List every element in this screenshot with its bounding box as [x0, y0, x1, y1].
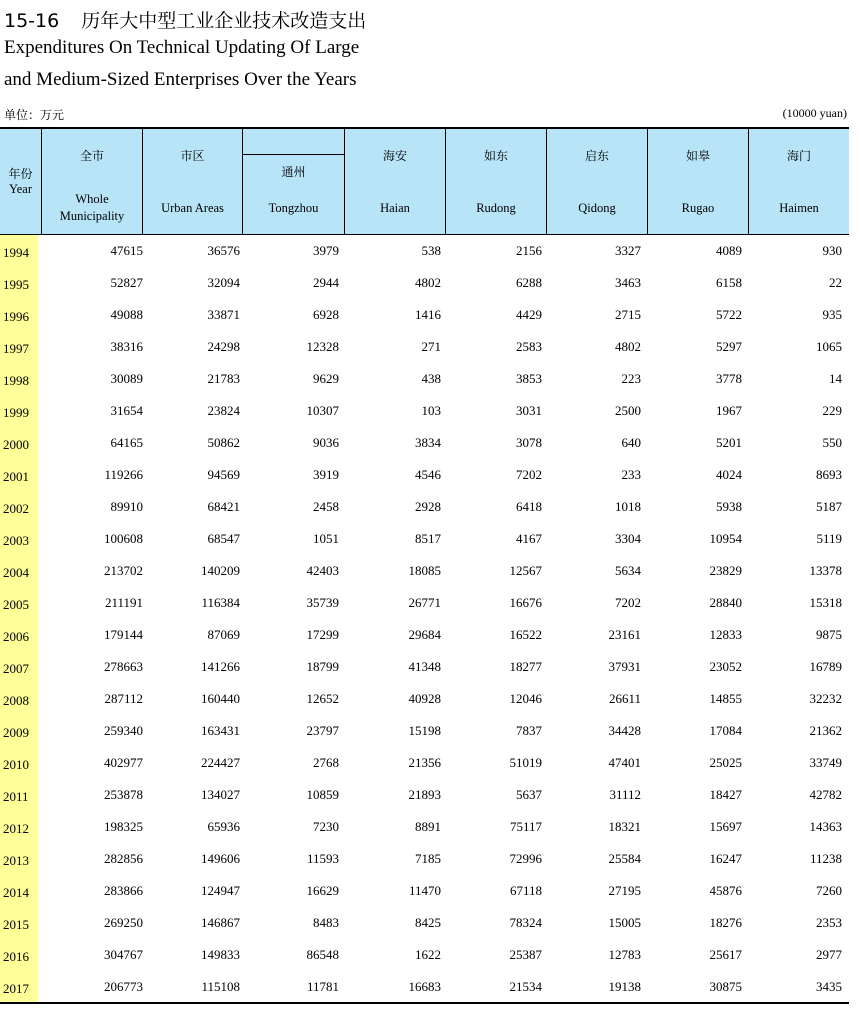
row-year: 1998	[3, 373, 29, 388]
page-title-en-line2: and Medium-Sized Enterprises Over the Years	[4, 69, 357, 90]
header-year	[0, 129, 41, 234]
cell-value: 4167	[516, 531, 542, 546]
cell-value: 33749	[809, 755, 842, 770]
cell-value: 28840	[709, 595, 742, 610]
row-year: 2015	[3, 917, 29, 932]
table-row	[0, 587, 849, 619]
cell-value: 1622	[415, 947, 441, 962]
cell-value: 3078	[516, 435, 542, 450]
header-urban-en: Urban Areas	[161, 201, 224, 215]
cell-value: 23797	[306, 723, 339, 738]
cell-value: 271	[421, 339, 441, 354]
cell-value: 2928	[415, 499, 441, 514]
cell-value: 5634	[615, 563, 641, 578]
table-body	[0, 235, 849, 1003]
cell-value: 18321	[608, 819, 641, 834]
cell-value: 42403	[306, 563, 339, 578]
row-year: 1996	[3, 309, 29, 324]
row-year: 2000	[3, 437, 29, 452]
cell-value: 18799	[306, 659, 339, 674]
header-urban-zh: 市区	[180, 149, 205, 163]
cell-value: 68547	[207, 531, 240, 546]
cell-value: 7260	[816, 883, 842, 898]
table-row	[0, 811, 849, 843]
cell-value: 3327	[615, 243, 641, 258]
cell-value: 11781	[306, 979, 339, 994]
cell-value: 94569	[207, 467, 240, 482]
cell-value: 18085	[408, 563, 441, 578]
table-row	[0, 459, 849, 491]
cell-value: 134027	[201, 787, 240, 802]
cell-value: 8425	[415, 915, 441, 930]
table-row	[0, 779, 849, 811]
table-row	[0, 651, 849, 683]
cell-value: 278663	[104, 659, 143, 674]
cell-value: 24298	[207, 339, 240, 354]
row-year: 2009	[3, 725, 29, 740]
cell-value: 32094	[207, 275, 240, 290]
cell-value: 31654	[110, 403, 143, 418]
cell-value: 8483	[313, 915, 339, 930]
table-header	[0, 127, 849, 235]
cell-value: 233	[621, 467, 641, 482]
cell-value: 23824	[207, 403, 240, 418]
cell-value: 14	[829, 371, 842, 386]
cell-value: 10307	[306, 403, 339, 418]
cell-value: 17299	[306, 627, 339, 642]
cell-value: 5722	[716, 307, 742, 322]
cell-value: 42782	[809, 787, 842, 802]
cell-value: 8891	[415, 819, 441, 834]
cell-value: 29684	[408, 627, 441, 642]
header-haimen-en: Haimen	[779, 201, 819, 215]
cell-value: 6288	[516, 275, 542, 290]
cell-value: 11593	[306, 851, 339, 866]
table-number: 15-16	[4, 10, 60, 32]
cell-value: 2944	[313, 275, 339, 290]
cell-value: 12046	[509, 691, 542, 706]
cell-value: 26771	[408, 595, 441, 610]
table-row	[0, 683, 849, 715]
cell-value: 229	[822, 403, 842, 418]
unit-label-en: (10000 yuan)	[782, 106, 847, 120]
cell-value: 438	[421, 371, 441, 386]
cell-value: 3304	[615, 531, 641, 546]
cell-value: 15005	[608, 915, 641, 930]
header-urban	[142, 129, 242, 234]
table-row	[0, 363, 849, 395]
cell-value: 259340	[104, 723, 143, 738]
cell-value: 2583	[516, 339, 542, 354]
cell-value: 17084	[709, 723, 742, 738]
cell-value: 283866	[104, 883, 143, 898]
cell-value: 11238	[809, 851, 842, 866]
header-haian-en: Haian	[380, 201, 410, 215]
cell-value: 36576	[207, 243, 240, 258]
header-whole-en2: Municipality	[59, 209, 125, 223]
cell-value: 103	[421, 403, 441, 418]
cell-value: 14363	[809, 819, 842, 834]
cell-value: 2500	[615, 403, 641, 418]
row-year: 2004	[3, 565, 29, 580]
cell-value: 30089	[110, 371, 143, 386]
header-year-zh: 年份	[8, 167, 33, 181]
row-year: 2014	[3, 885, 29, 900]
header-qidong-en: Qidong	[578, 201, 616, 215]
header-rugao-en: Rugao	[681, 201, 715, 215]
header-haimen	[748, 129, 849, 234]
cell-value: 51019	[509, 755, 542, 770]
table-row	[0, 491, 849, 523]
cell-value: 22	[829, 275, 842, 290]
row-year: 2012	[3, 821, 29, 836]
row-year: 2016	[3, 949, 29, 964]
cell-value: 1967	[716, 403, 742, 418]
cell-value: 5119	[816, 531, 842, 546]
cell-value: 7202	[615, 595, 641, 610]
cell-value: 160440	[201, 691, 240, 706]
cell-value: 223	[621, 371, 641, 386]
cell-value: 15318	[809, 595, 842, 610]
table-row	[0, 875, 849, 907]
cell-value: 224427	[201, 755, 240, 770]
row-year: 1995	[3, 277, 29, 292]
cell-value: 4024	[716, 467, 742, 482]
cell-value: 1065	[816, 339, 842, 354]
cell-value: 6158	[716, 275, 742, 290]
row-year: 2010	[3, 757, 29, 772]
cell-value: 50862	[207, 435, 240, 450]
cell-value: 18277	[509, 659, 542, 674]
cell-value: 7185	[415, 851, 441, 866]
cell-value: 12567	[509, 563, 542, 578]
row-year: 2003	[3, 533, 29, 548]
cell-value: 12328	[306, 339, 339, 354]
header-tongzhou	[242, 129, 344, 234]
cell-value: 287112	[104, 691, 143, 706]
cell-value: 4802	[415, 275, 441, 290]
row-year: 2007	[3, 661, 29, 676]
cell-value: 16629	[306, 883, 339, 898]
cell-value: 640	[621, 435, 641, 450]
cell-value: 935	[822, 307, 842, 322]
cell-value: 67118	[509, 883, 542, 898]
cell-value: 3463	[615, 275, 641, 290]
cell-value: 5637	[516, 787, 542, 802]
cell-value: 47401	[608, 755, 641, 770]
cell-value: 64165	[110, 435, 143, 450]
cell-value: 3031	[516, 403, 542, 418]
cell-value: 25584	[608, 851, 641, 866]
row-year: 2013	[3, 853, 29, 868]
cell-value: 18276	[709, 915, 742, 930]
cell-value: 930	[822, 243, 842, 258]
cell-value: 179144	[104, 627, 143, 642]
cell-value: 2768	[313, 755, 339, 770]
header-haian-zh: 海安	[382, 149, 407, 163]
cell-value: 7202	[516, 467, 542, 482]
cell-value: 9875	[816, 627, 842, 642]
cell-value: 32232	[809, 691, 842, 706]
cell-value: 5297	[716, 339, 742, 354]
header-year-en: Year	[8, 182, 33, 196]
cell-value: 23829	[709, 563, 742, 578]
cell-value: 124947	[201, 883, 240, 898]
title-zh-text: 历年大中型工业企业技术改造支出	[81, 10, 367, 32]
table-row	[0, 971, 849, 1003]
row-year: 2001	[3, 469, 29, 484]
cell-value: 25025	[709, 755, 742, 770]
table-row	[0, 939, 849, 971]
cell-value: 12783	[608, 947, 641, 962]
cell-value: 7230	[313, 819, 339, 834]
cell-value: 27195	[608, 883, 641, 898]
cell-value: 149833	[201, 947, 240, 962]
cell-value: 19138	[608, 979, 641, 994]
row-year: 1997	[3, 341, 29, 356]
cell-value: 2715	[615, 307, 641, 322]
cell-value: 213702	[104, 563, 143, 578]
cell-value: 2458	[313, 499, 339, 514]
header-whole-en1: Whole	[75, 192, 109, 206]
cell-value: 100608	[104, 531, 143, 546]
cell-value: 40928	[408, 691, 441, 706]
cell-value: 538	[421, 243, 441, 258]
cell-value: 6928	[313, 307, 339, 322]
row-year: 2011	[3, 789, 29, 804]
cell-value: 5187	[816, 499, 842, 514]
table-row	[0, 619, 849, 651]
cell-value: 2156	[516, 243, 542, 258]
cell-value: 14855	[709, 691, 742, 706]
table-row	[0, 427, 849, 459]
cell-value: 149606	[201, 851, 240, 866]
tongzhou-subheader-divider	[242, 154, 344, 155]
cell-value: 116384	[201, 595, 240, 610]
header-rudong	[445, 129, 546, 234]
row-year: 2002	[3, 501, 29, 516]
cell-value: 140209	[201, 563, 240, 578]
cell-value: 4089	[716, 243, 742, 258]
unit-label-zh: 单位：万元	[4, 108, 65, 122]
cell-value: 41348	[408, 659, 441, 674]
cell-value: 37931	[608, 659, 641, 674]
cell-value: 16683	[408, 979, 441, 994]
cell-value: 23161	[608, 627, 641, 642]
cell-value: 16247	[709, 851, 742, 866]
cell-value: 3919	[313, 467, 339, 482]
cell-value: 25617	[709, 947, 742, 962]
cell-value: 16522	[509, 627, 542, 642]
cell-value: 89910	[110, 499, 143, 514]
cell-value: 5938	[716, 499, 742, 514]
cell-value: 206773	[104, 979, 143, 994]
header-rugao-zh: 如皋	[685, 149, 710, 163]
cell-value: 21356	[408, 755, 441, 770]
cell-value: 304767	[104, 947, 143, 962]
header-tongzhou-en: Tongzhou	[268, 201, 319, 215]
cell-value: 49088	[110, 307, 143, 322]
cell-value: 21783	[207, 371, 240, 386]
cell-value: 3979	[313, 243, 339, 258]
cell-value: 34428	[608, 723, 641, 738]
cell-value: 5201	[716, 435, 742, 450]
table-row	[0, 267, 849, 299]
cell-value: 1018	[615, 499, 641, 514]
cell-value: 35739	[306, 595, 339, 610]
cell-value: 9036	[313, 435, 339, 450]
cell-value: 52827	[110, 275, 143, 290]
cell-value: 16789	[809, 659, 842, 674]
table-bottom-rule	[0, 1002, 849, 1004]
cell-value: 25387	[509, 947, 542, 962]
cell-value: 6418	[516, 499, 542, 514]
header-qidong	[546, 129, 647, 234]
cell-value: 21362	[809, 723, 842, 738]
cell-value: 68421	[207, 499, 240, 514]
cell-value: 87069	[207, 627, 240, 642]
cell-value: 11470	[408, 883, 441, 898]
page-title-zh	[4, 6, 366, 33]
cell-value: 16676	[509, 595, 542, 610]
table-row	[0, 555, 849, 587]
cell-value: 15697	[709, 819, 742, 834]
row-year: 2006	[3, 629, 29, 644]
header-rudong-zh: 如东	[483, 149, 508, 163]
cell-value: 402977	[104, 755, 143, 770]
cell-value: 47615	[110, 243, 143, 258]
cell-value: 31112	[609, 787, 641, 802]
cell-value: 26611	[608, 691, 641, 706]
cell-value: 1416	[415, 307, 441, 322]
header-rudong-en: Rudong	[476, 201, 516, 215]
cell-value: 78324	[509, 915, 542, 930]
cell-value: 33871	[207, 307, 240, 322]
header-whole-zh: 全市	[79, 149, 104, 163]
page-title-en-line1: Expenditures On Technical Updating Of Large	[4, 37, 360, 58]
cell-value: 253878	[104, 787, 143, 802]
header-haimen-zh: 海门	[786, 149, 811, 163]
row-year: 1999	[3, 405, 29, 420]
cell-value: 550	[822, 435, 842, 450]
cell-value: 3853	[516, 371, 542, 386]
cell-value: 10859	[306, 787, 339, 802]
cell-value: 7837	[516, 723, 542, 738]
cell-value: 15198	[408, 723, 441, 738]
cell-value: 9629	[313, 371, 339, 386]
cell-value: 75117	[509, 819, 542, 834]
cell-value: 30875	[709, 979, 742, 994]
cell-value: 2353	[816, 915, 842, 930]
row-year: 1994	[3, 245, 29, 260]
cell-value: 3834	[415, 435, 441, 450]
cell-value: 10954	[709, 531, 742, 546]
cell-value: 86548	[306, 947, 339, 962]
table-row	[0, 235, 849, 267]
table-row	[0, 747, 849, 779]
header-whole	[41, 129, 142, 234]
header-tongzhou-zh: 通州	[281, 165, 306, 179]
cell-value: 38316	[110, 339, 143, 354]
cell-value: 146867	[201, 915, 240, 930]
cell-value: 4429	[516, 307, 542, 322]
header-haian	[344, 129, 445, 234]
table-row	[0, 715, 849, 747]
cell-value: 198325	[104, 819, 143, 834]
table-row	[0, 299, 849, 331]
cell-value: 72996	[509, 851, 542, 866]
cell-value: 23052	[709, 659, 742, 674]
table-row	[0, 907, 849, 939]
cell-value: 8693	[816, 467, 842, 482]
cell-value: 45876	[709, 883, 742, 898]
table-row	[0, 523, 849, 555]
cell-value: 4802	[615, 339, 641, 354]
cell-value: 3435	[816, 979, 842, 994]
table-row	[0, 843, 849, 875]
cell-value: 163431	[201, 723, 240, 738]
cell-value: 119266	[104, 467, 143, 482]
cell-value: 21534	[509, 979, 542, 994]
row-year: 2005	[3, 597, 29, 612]
cell-value: 115108	[201, 979, 240, 994]
cell-value: 1051	[313, 531, 339, 546]
cell-value: 4546	[415, 467, 441, 482]
header-rugao	[647, 129, 748, 234]
cell-value: 18427	[709, 787, 742, 802]
cell-value: 211191	[104, 595, 143, 610]
header-qidong-zh: 启东	[584, 149, 609, 163]
cell-value: 12652	[306, 691, 339, 706]
table-row	[0, 331, 849, 363]
row-year: 2008	[3, 693, 29, 708]
cell-value: 269250	[104, 915, 143, 930]
row-year: 2017	[3, 981, 29, 996]
table-row	[0, 395, 849, 427]
cell-value: 282856	[104, 851, 143, 866]
cell-value: 65936	[207, 819, 240, 834]
cell-value: 3778	[716, 371, 742, 386]
cell-value: 12833	[709, 627, 742, 642]
cell-value: 8517	[415, 531, 441, 546]
cell-value: 141266	[201, 659, 240, 674]
cell-value: 13378	[809, 563, 842, 578]
cell-value: 21893	[408, 787, 441, 802]
cell-value: 2977	[816, 947, 842, 962]
